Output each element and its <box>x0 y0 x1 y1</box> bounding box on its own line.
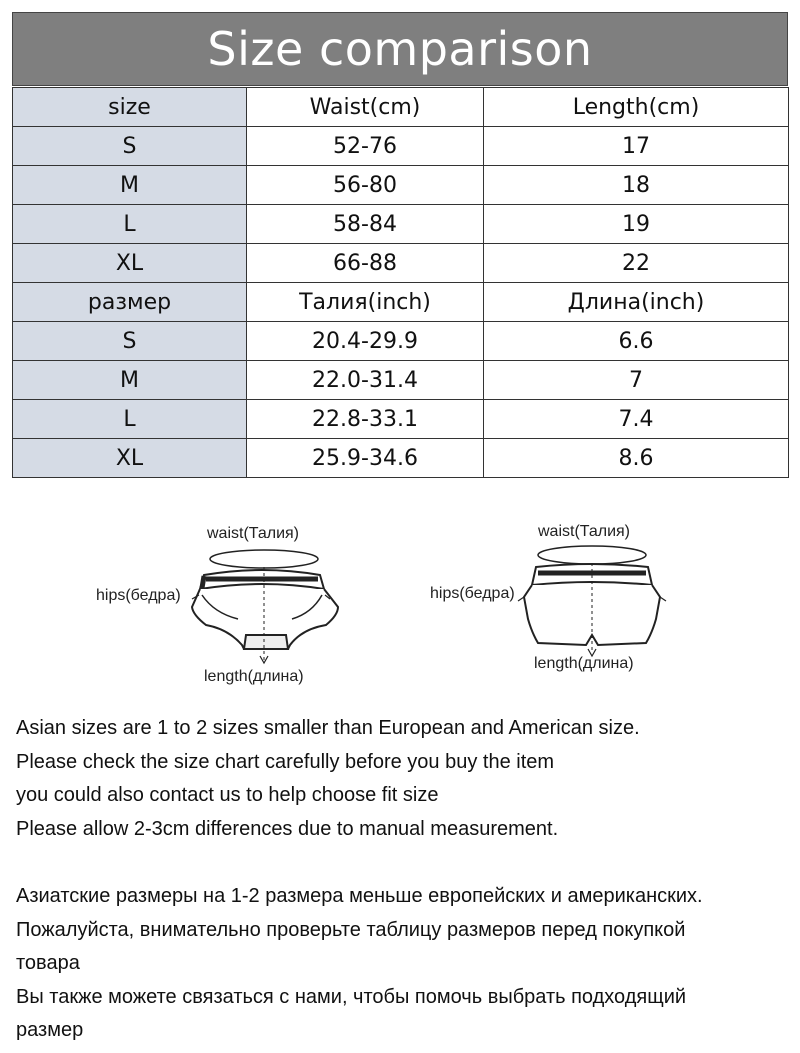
note-line: размер <box>16 1019 84 1041</box>
note-line: Пожалуйста, внимательно проверьте таблицу размеров перед покупкой <box>16 918 686 941</box>
length-cell: 22 <box>484 244 789 283</box>
table-row <box>13 127 789 166</box>
table-row <box>13 439 789 478</box>
waist-cell: 56-80 <box>247 166 484 205</box>
size-cell: L <box>13 400 247 439</box>
note-line: you could also contact us to help choose fit size <box>16 784 439 806</box>
notes-russian <box>16 880 703 1048</box>
note-line: Вы также можете связаться с нами, чтобы помочь выбрать подходящий <box>16 985 687 1008</box>
measurement-diagram-boxers <box>420 515 680 680</box>
table-header-row-inch <box>13 283 789 322</box>
length-cell: 19 <box>484 205 789 244</box>
hips-label: hips(бедра) <box>430 585 515 602</box>
table-row <box>13 205 789 244</box>
length-cell: 17 <box>484 127 789 166</box>
length-cell: 8.6 <box>484 439 789 478</box>
header-cell-length-cm: Length(cm) <box>484 88 789 127</box>
length-label: length(длина) <box>204 668 304 685</box>
header-cell-size-ru: размер <box>13 283 247 322</box>
size-cell: M <box>13 361 247 400</box>
waist-label: waist(Талия) <box>538 523 630 540</box>
length-cell: 7.4 <box>484 400 789 439</box>
header-cell-waist-cm: Waist(cm) <box>247 88 484 127</box>
size-cell: L <box>13 205 247 244</box>
waist-cell: 66-88 <box>247 244 484 283</box>
note-line: Please allow 2-3cm differences due to manual measurement. <box>16 817 559 840</box>
note-line: Please check the size chart carefully before you buy the item <box>16 750 555 773</box>
waist-label: waist(Талия) <box>207 525 299 542</box>
size-cell: XL <box>13 439 247 478</box>
waist-cell: 20.4-29.9 <box>247 322 484 361</box>
length-label: length(длина) <box>534 655 634 672</box>
table-row <box>13 166 789 205</box>
page-title-banner <box>12 12 788 86</box>
size-cell: XL <box>13 244 247 283</box>
table-row <box>13 400 789 439</box>
waist-cell: 25.9-34.6 <box>247 439 484 478</box>
size-cell: S <box>13 127 247 166</box>
length-cell: 18 <box>484 166 789 205</box>
table-row <box>13 322 789 361</box>
page-title: Size comparison <box>207 22 593 76</box>
table-row <box>13 361 789 400</box>
waist-cell: 58-84 <box>247 205 484 244</box>
note-line: товара <box>16 952 80 974</box>
note-line: Азиатские размеры на 1-2 размера меньше европейских и американских. <box>16 885 703 907</box>
header-cell-waist-inch: Талия(inch) <box>247 283 484 322</box>
measurement-diagram-briefs <box>80 515 340 695</box>
header-cell-size: size <box>13 88 247 127</box>
table-row <box>13 244 789 283</box>
table-header-row-cm <box>13 88 789 127</box>
header-cell-length-inch: Длина(inch) <box>484 283 789 322</box>
hips-label: hips(бедра) <box>96 587 181 604</box>
notes-english <box>16 712 640 846</box>
waist-cell: 52-76 <box>247 127 484 166</box>
size-cell: M <box>13 166 247 205</box>
waist-cell: 22.0-31.4 <box>247 361 484 400</box>
size-chart-table <box>12 87 789 478</box>
note-line: Asian sizes are 1 to 2 sizes smaller than European and American size. <box>16 717 640 739</box>
waist-cell: 22.8-33.1 <box>247 400 484 439</box>
size-cell: S <box>13 322 247 361</box>
length-cell: 6.6 <box>484 322 789 361</box>
length-cell: 7 <box>484 361 789 400</box>
